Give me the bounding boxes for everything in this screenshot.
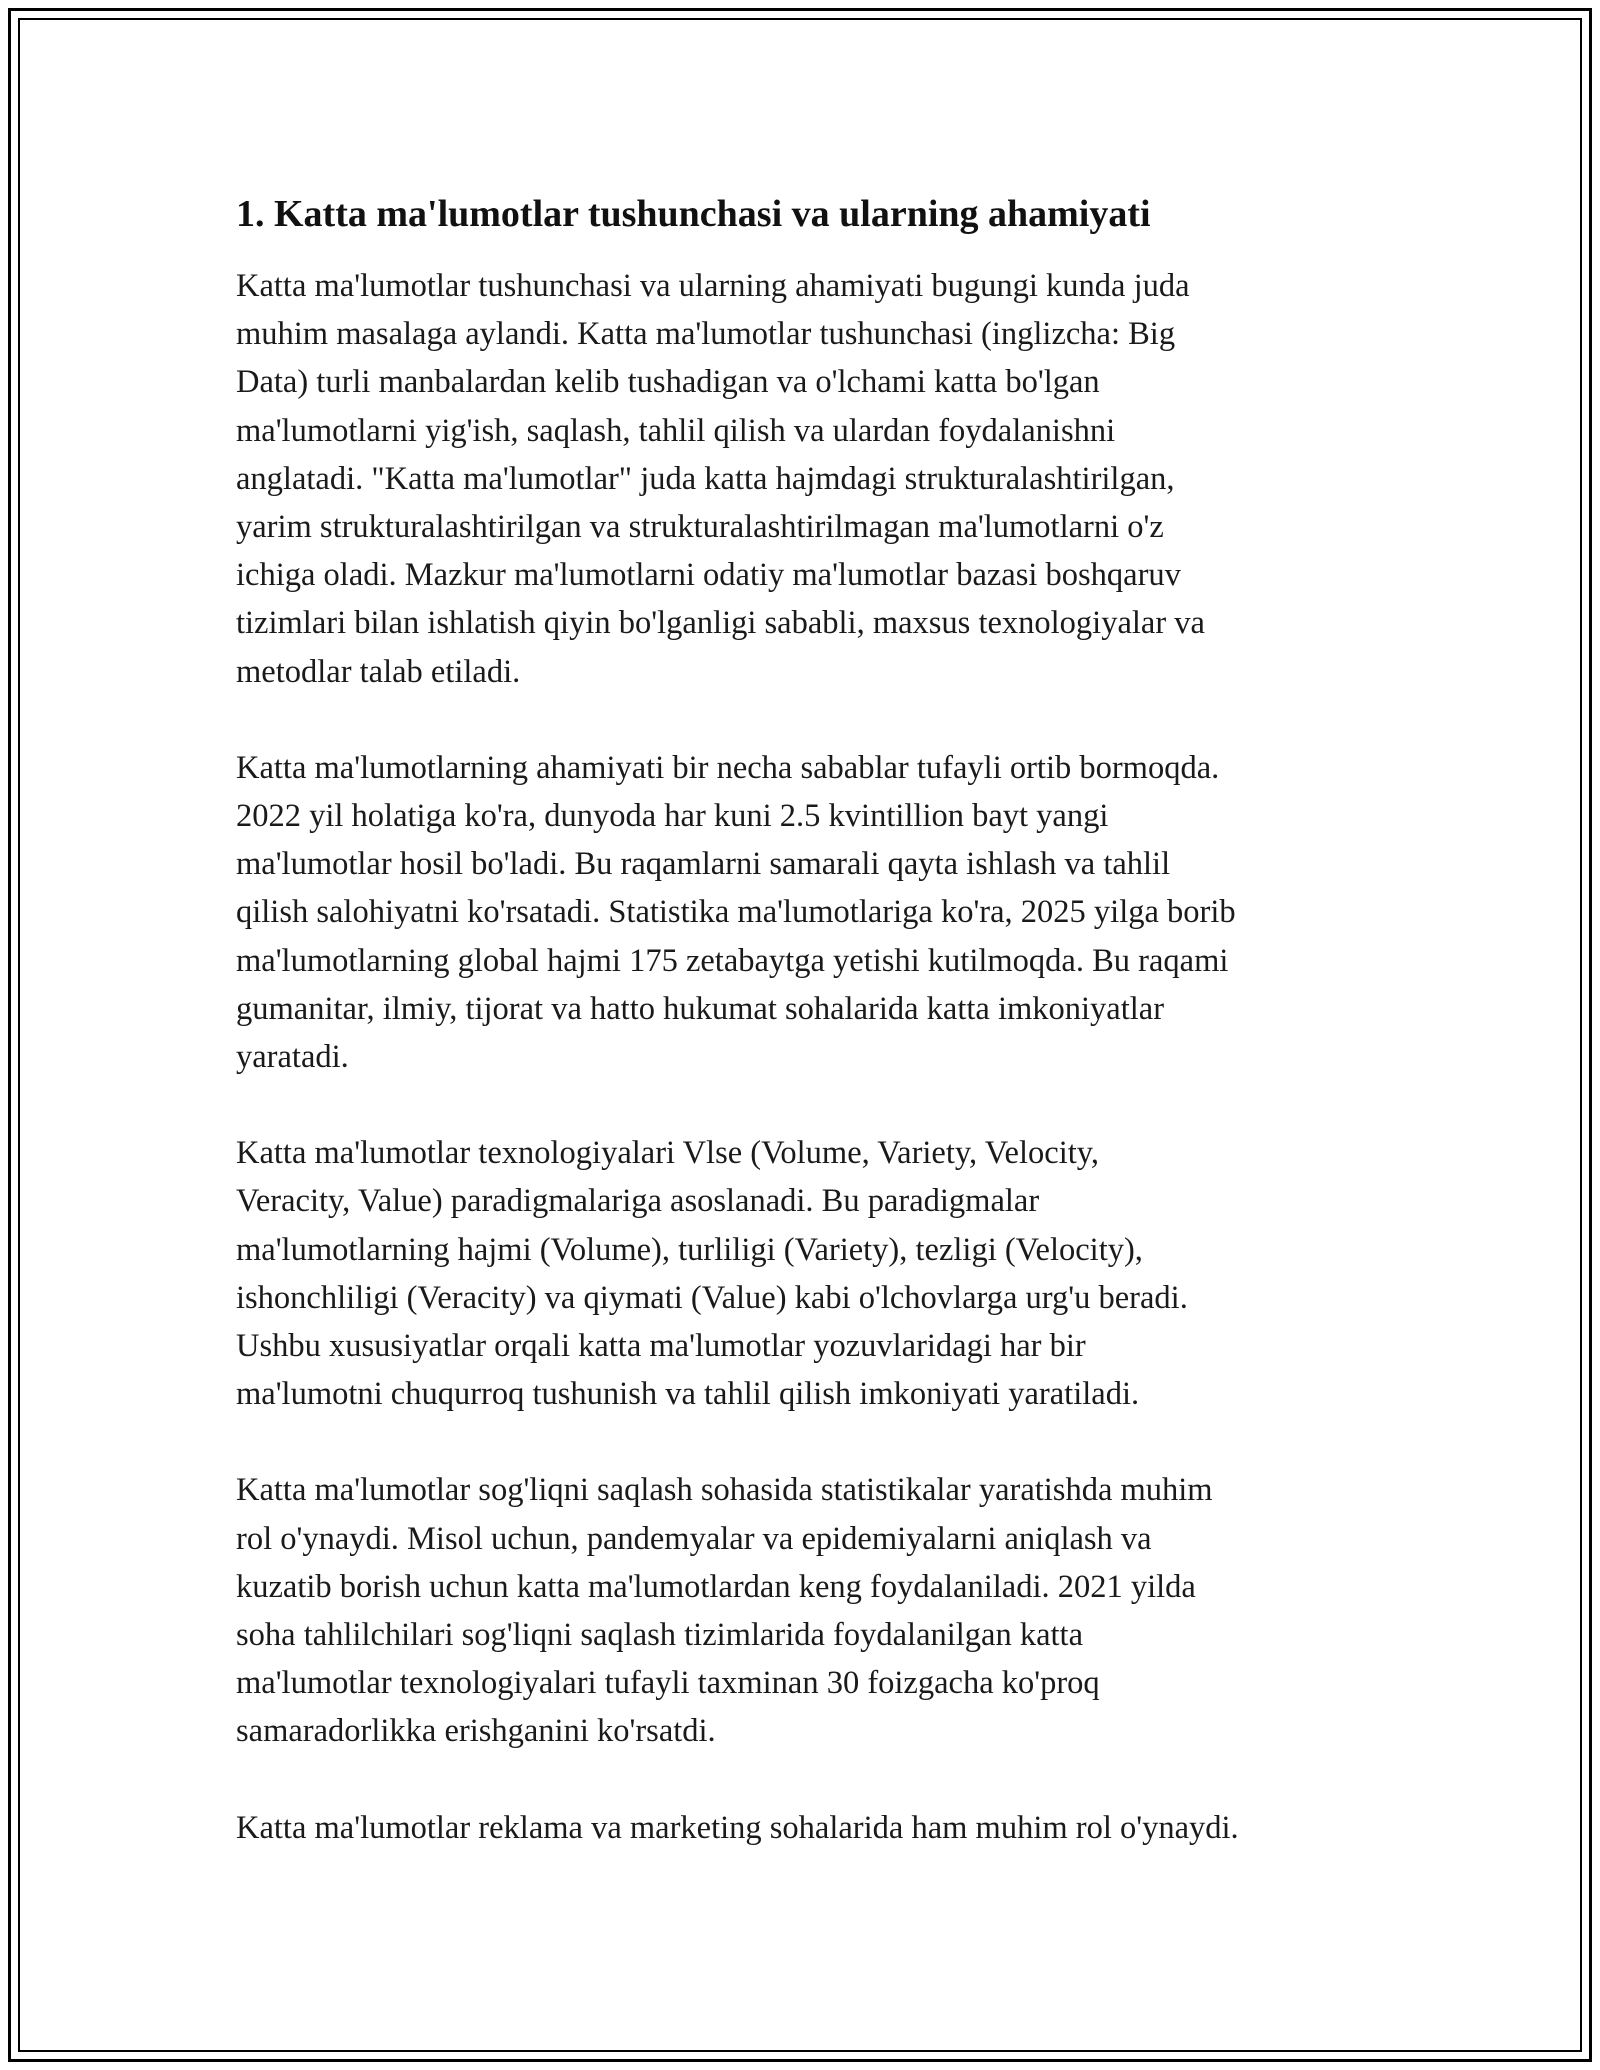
paragraph-2 bbox=[236, 744, 1396, 1081]
paragraph-line: Katta ma'lumotlarning ahamiyati bir necha sabablar tufayli ortib bormoqda. bbox=[236, 749, 1220, 786]
paragraph-line: anglatadi. "Katta ma'lumotlar" juda katta hajmdagi strukturalashtirilgan, bbox=[236, 460, 1175, 497]
paragraph-line: gumanitar, ilmiy, tijorat va hatto hukumat sohalarida katta imkoniyatlar bbox=[236, 990, 1165, 1027]
paragraph-line: Katta ma'lumotlar texnologiyalari Vlse (Volume, Variety, Velocity, bbox=[236, 1135, 1100, 1172]
paragraph-5 bbox=[236, 1804, 1396, 1852]
paragraph-line: Katta ma'lumotlar sog'liqni saqlash sohasida statistikalar yaratishda muhim bbox=[236, 1472, 1213, 1509]
paragraph-line: ma'lumotlarning hajmi (Volume), turliligi (Variety), tezligi (Velocity), bbox=[236, 1231, 1143, 1268]
paragraph-line: ichiga oladi. Mazkur ma'lumotlarni odatiy ma'lumotlar bazasi boshqaruv bbox=[236, 557, 1181, 594]
paragraph-line: Katta ma'lumotlar tushunchasi va ularning ahamiyati bugungi kunda juda bbox=[236, 268, 1190, 304]
paragraph-line: 2022 yil holatiga ko'ra, dunyoda har kuni 2.5 kvintillion bayt yangi bbox=[236, 798, 1109, 835]
paragraph-line: samaradorlikka erishganini ko'rsatdi. bbox=[236, 1713, 716, 1750]
paragraph-line: ishonchliligi (Veracity) va qiymati (Value) kabi o'lchovlarga urg'u beradi. bbox=[236, 1279, 1188, 1316]
paragraph-line: Veracity, Value) paradigmalariga asoslanadi. Bu paradigmalar bbox=[236, 1183, 1040, 1220]
paragraph-line: yarim strukturalashtirilgan va strukturalashtirilmagan ma'lumotlarni o'z bbox=[236, 509, 1164, 546]
paragraph-line: metodlar talab etiladi. bbox=[236, 653, 521, 690]
paragraph-line: tizimlari bilan ishlatish qiyin bo'lganligi sababli, maxsus texnologiyalar va bbox=[236, 605, 1205, 642]
paragraph-line: yaratadi. bbox=[236, 1039, 349, 1076]
paragraph-line: ma'lumotni chuqurroq tushunish va tahlil qilish imkoniyati yaratiladi. bbox=[236, 1376, 1140, 1413]
paragraph-line: rol o'ynaydi. Misol uchun, pandemyalar va epidemiyalarni aniqlash va bbox=[236, 1520, 1152, 1557]
paragraph-4 bbox=[236, 1466, 1396, 1755]
paragraph-line: muhim masalaga aylandi. Katta ma'lumotlar tushunchasi (inglizcha: Big bbox=[236, 316, 1176, 353]
paragraph-line: Data) turli manbalardan kelib tushadigan va o'lchami katta bo'lgan bbox=[236, 364, 1100, 401]
paragraph-line: soha tahlilchilari sog'liqni saqlash tizimlarida foydalanilgan katta bbox=[236, 1617, 1084, 1654]
paragraph-line: ma'lumotlarning global hajmi 175 zetabaytga yetishi kutilmoqda. Bu raqami bbox=[236, 942, 1229, 979]
paragraph-line: qilish salohiyatni ko'rsatadi. Statistika ma'lumotlariga ko'ra, 2025 yilga borib bbox=[236, 894, 1236, 931]
paragraph-line: ma'lumotlarni yig'ish, saqlash, tahlil qilish va ulardan foydalanishni bbox=[236, 412, 1116, 449]
paragraph-1 bbox=[236, 262, 1396, 696]
paragraph-line: ma'lumotlar hosil bo'ladi. Bu raqamlarni samarali qayta ishlash va tahlil bbox=[236, 846, 1171, 883]
paragraph-line: kuzatib borish uchun katta ma'lumotlardan keng foydalaniladi. 2021 yilda bbox=[236, 1568, 1196, 1605]
paragraph-line: Katta ma'lumotlar reklama va marketing sohalarida ham muhim rol o'ynaydi. bbox=[236, 1809, 1239, 1846]
paragraph-3 bbox=[236, 1129, 1396, 1418]
document-body bbox=[236, 186, 1396, 1900]
section-heading: 1. Katta ma'lumotlar tushunchasi va ularning ahamiyati bbox=[236, 193, 1151, 235]
paragraph-line: ma'lumotlar texnologiyalari tufayli taxminan 30 foizgacha ko'proq bbox=[236, 1665, 1100, 1702]
paragraph-line: Ushbu xususiyatlar orqali katta ma'lumotlar yozuvlaridagi har bir bbox=[236, 1328, 1086, 1365]
